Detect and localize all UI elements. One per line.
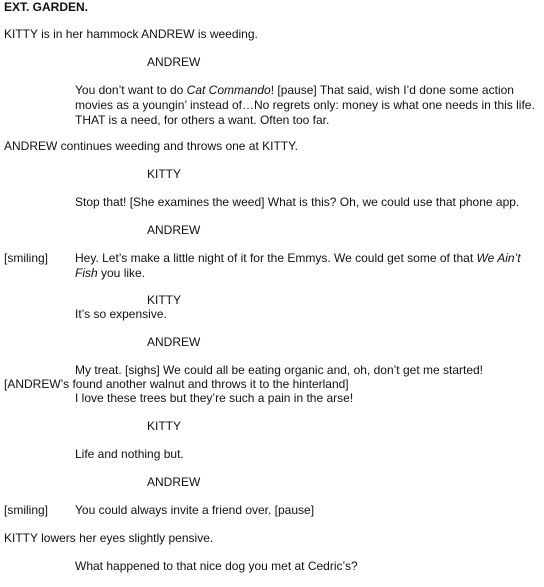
dialogue-line: Stop that! [She examines the weed] What is this? Oh, we could use that phone app.	[75, 195, 520, 209]
action-line: [ANDREW’s found another walnut and throws it to the hinterland]	[4, 377, 349, 391]
title-italic: We Ain’t	[476, 251, 521, 265]
character-name: KITTY	[147, 419, 182, 433]
character-name: ANDREW	[147, 335, 201, 349]
action-line: KITTY lowers her eyes slightly pensive.	[4, 531, 214, 545]
character-name: KITTY	[147, 167, 182, 181]
dialogue-line: What happened to that nice dog you met at Cedric’s?	[75, 559, 358, 573]
dialogue-line: It’s so expensive.	[75, 307, 167, 321]
dialogue-line: My treat. [sighs] We could all be eating organic and, oh, don’t get me started!	[75, 363, 484, 377]
dialogue-line: I love these trees but they’re such a pain in the arse!	[75, 391, 354, 405]
character-name: ANDREW	[147, 223, 201, 237]
scene-heading: EXT. GARDEN.	[4, 0, 89, 14]
character-name: ANDREW	[147, 475, 201, 489]
parenthetical: [smiling]	[4, 251, 49, 265]
title-italic: Fish	[75, 266, 98, 280]
character-name: ANDREW	[147, 55, 201, 69]
dialogue-line: You don’t want to do Cat Commando! [pause] That said, wish I’d done some action	[75, 83, 514, 97]
dialogue-line: movies as a youngin’ instead of…No regrets only: money is what one needs in this life.	[75, 98, 535, 112]
dialogue-line: You could always invite a friend over. [pause]	[75, 503, 315, 517]
dialogue-line: THAT is a need, for others a want. Often too far.	[75, 113, 330, 127]
parenthetical: [smiling]	[4, 503, 49, 517]
dialogue-line: Hey. Let’s make a little night of it for the Emmys. We could get some of that We Ain’t	[75, 251, 521, 265]
action-line: KITTY is in her hammock ANDREW is weeding.	[4, 27, 258, 41]
title-italic: Cat Commando	[186, 83, 271, 97]
character-name: KITTY	[147, 293, 182, 307]
dialogue-line: Life and nothing but.	[75, 447, 184, 461]
dialogue-line: Fish you like.	[75, 266, 146, 280]
action-line: ANDREW continues weeding and throws one at KITTY.	[4, 139, 298, 153]
